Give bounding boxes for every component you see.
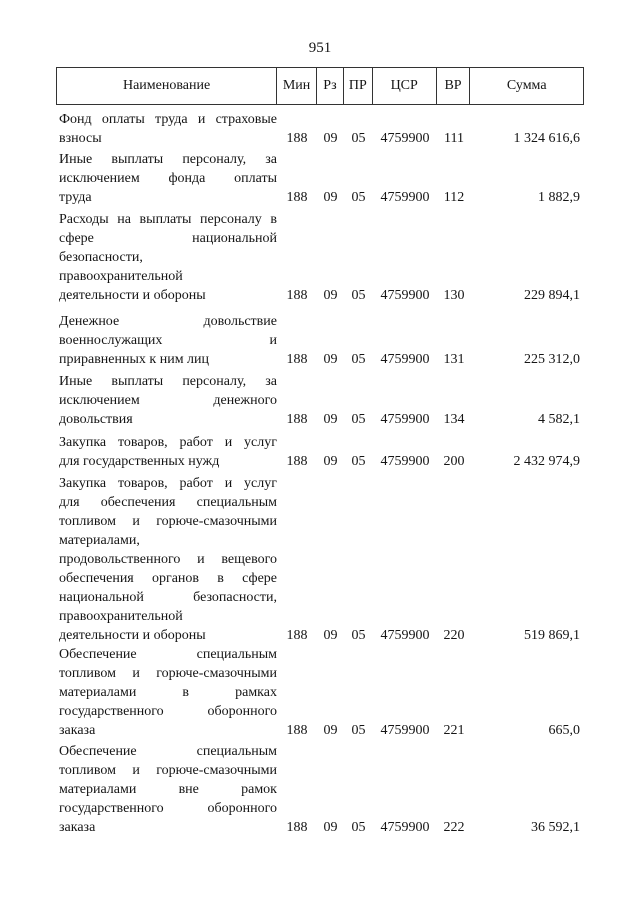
cell-min: 188 (286, 352, 308, 367)
cell-sum: 229 894,1 (524, 288, 580, 303)
cell-vr: 112 (443, 190, 465, 205)
row-name-line: для государственных нужд (59, 454, 220, 469)
row-name-line: обеспечения органов в сфере (59, 571, 277, 586)
cell-csr: 4759900 (380, 412, 430, 427)
cell-csr: 4759900 (380, 820, 430, 835)
cell-sum: 665,0 (548, 723, 580, 738)
table-row (56, 312, 584, 369)
cell-vr: 134 (443, 412, 465, 427)
cell-csr: 4759900 (380, 628, 430, 643)
row-name-line: исключением фонда оплаты (59, 171, 277, 186)
cell-vr: 221 (443, 723, 465, 738)
row-name-line: правоохранительной (59, 609, 183, 624)
header-csr: ЦСР (373, 68, 437, 104)
table-row (56, 150, 584, 207)
cell-sum: 2 432 974,9 (513, 454, 580, 469)
table-row (56, 645, 584, 740)
cell-rz: 09 (323, 628, 338, 643)
row-name-line: деятельности и обороны (59, 288, 206, 303)
row-name (56, 742, 277, 837)
row-name-line: Денежное довольствие (59, 314, 277, 329)
row-name-line: Иные выплаты персоналу, за (59, 152, 277, 167)
cell-rz: 09 (323, 190, 338, 205)
cell-csr: 4759900 (380, 352, 430, 367)
row-name (56, 210, 277, 305)
cell-pr: 05 (351, 190, 366, 205)
cell-vr: 200 (443, 454, 465, 469)
row-name-line: правоохранительной (59, 269, 183, 284)
table-row (56, 110, 584, 148)
row-name (56, 110, 277, 148)
cell-rz: 09 (323, 412, 338, 427)
row-name-line: продовольственного и вещевого (59, 552, 277, 567)
cell-csr: 4759900 (380, 190, 430, 205)
row-name-line: труда (59, 190, 92, 205)
row-name-line: топливом и горюче-смазочными (59, 763, 277, 778)
table-row (56, 742, 584, 837)
row-name-line: топливом и горюче-смазочными (59, 666, 277, 681)
cell-min: 188 (286, 190, 308, 205)
row-name (56, 372, 277, 429)
header-min: Мин (277, 68, 317, 104)
row-name-line: взносы (59, 131, 102, 146)
cell-vr: 222 (443, 820, 465, 835)
page-number: 951 (308, 40, 332, 56)
cell-sum: 36 592,1 (531, 820, 580, 835)
table-header (56, 67, 584, 105)
cell-rz: 09 (323, 454, 338, 469)
table-row (56, 372, 584, 429)
row-name (56, 645, 277, 740)
cell-pr: 05 (351, 723, 366, 738)
cell-min: 188 (286, 454, 308, 469)
cell-vr: 131 (443, 352, 465, 367)
cell-sum: 1 324 616,6 (513, 131, 580, 146)
table-row (56, 474, 584, 645)
cell-min: 188 (286, 628, 308, 643)
cell-pr: 05 (351, 412, 366, 427)
cell-csr: 4759900 (380, 454, 430, 469)
row-name-line: безопасности, (59, 250, 143, 265)
row-name-line: Обеспечение специальным (59, 647, 277, 662)
row-name-line: военнослужащих и (59, 333, 277, 348)
cell-rz: 09 (323, 723, 338, 738)
row-name-line: материалами, (59, 533, 140, 548)
cell-csr: 4759900 (380, 131, 430, 146)
row-name-line: Фонд оплаты труда и страховые (59, 112, 277, 127)
cell-csr: 4759900 (380, 723, 430, 738)
row-name-line: материалами вне рамок (59, 782, 277, 797)
cell-sum: 1 882,9 (538, 190, 580, 205)
cell-rz: 09 (323, 131, 338, 146)
row-name-line: государственного оборонного (59, 704, 277, 719)
cell-min: 188 (286, 412, 308, 427)
row-name-line: для обеспечения специальным (59, 495, 277, 510)
cell-min: 188 (286, 131, 308, 146)
row-name-line: приравненных к ним лиц (59, 352, 210, 367)
row-name-line: Обеспечение специальным (59, 744, 277, 759)
cell-sum: 4 582,1 (538, 412, 580, 427)
cell-rz: 09 (323, 352, 338, 367)
row-name-line: заказа (59, 723, 96, 738)
cell-min: 188 (286, 723, 308, 738)
cell-pr: 05 (351, 288, 366, 303)
row-name (56, 474, 277, 645)
cell-vr: 130 (443, 288, 465, 303)
cell-rz: 09 (323, 820, 338, 835)
cell-pr: 05 (351, 454, 366, 469)
row-name (56, 433, 277, 471)
row-name-line: материалами в рамках (59, 685, 277, 700)
row-name-line: Закупка товаров, работ и услуг (59, 435, 277, 450)
cell-pr: 05 (351, 820, 366, 835)
row-name-line: национальной безопасности, (59, 590, 277, 605)
row-name-line: Расходы на выплаты персоналу в (59, 212, 277, 227)
cell-vr: 220 (443, 628, 465, 643)
row-name-line: Иные выплаты персоналу, за (59, 374, 277, 389)
row-name-line: сфере национальной (59, 231, 277, 246)
cell-rz: 09 (323, 288, 338, 303)
cell-vr: 111 (444, 131, 464, 146)
cell-min: 188 (286, 820, 308, 835)
row-name-line: исключением денежного (59, 393, 277, 408)
header-rz: Рз (317, 68, 344, 104)
header-pr: ПР (344, 68, 373, 104)
header-sum: Сумма (506, 78, 547, 93)
row-name-line: государственного оборонного (59, 801, 277, 816)
row-name-line: топливом и горюче-смазочными (59, 514, 277, 529)
cell-pr: 05 (351, 352, 366, 367)
cell-pr: 05 (351, 131, 366, 146)
table-row (56, 210, 584, 305)
cell-pr: 05 (351, 628, 366, 643)
row-name-line: довольствия (59, 412, 133, 427)
cell-sum: 519 869,1 (524, 628, 580, 643)
row-name-line: Закупка товаров, работ и услуг (59, 476, 277, 491)
table-row (56, 433, 584, 471)
cell-csr: 4759900 (380, 288, 430, 303)
row-name (56, 312, 277, 369)
row-name-line: деятельности и обороны (59, 628, 206, 643)
row-name (56, 150, 277, 207)
cell-sum: 225 312,0 (524, 352, 580, 367)
header-name: Наименование (57, 68, 277, 104)
cell-min: 188 (286, 288, 308, 303)
row-name-line: заказа (59, 820, 96, 835)
header-vr: ВР (437, 68, 471, 104)
